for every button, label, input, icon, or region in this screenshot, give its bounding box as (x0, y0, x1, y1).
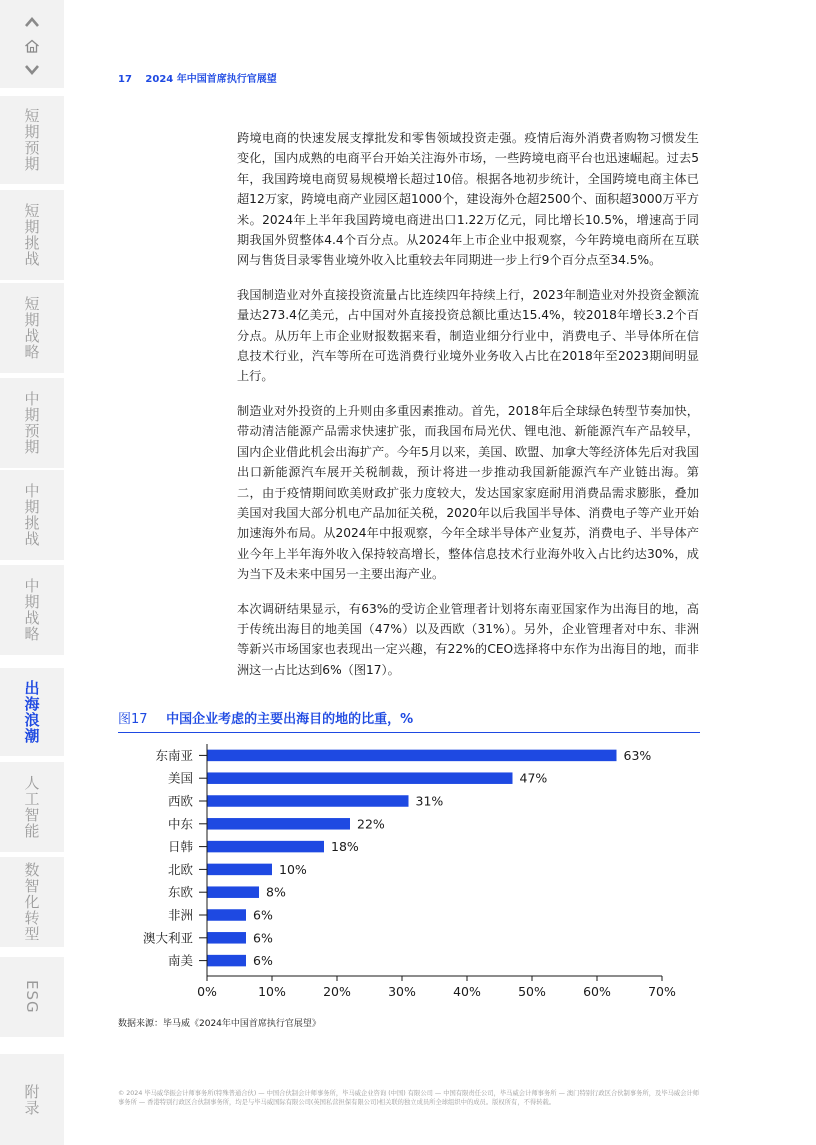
category-label: 东欧 (167, 884, 193, 900)
sidebar-item-2[interactable] (0, 283, 64, 373)
figure-caption: 中国企业考虑的主要出海目的地的比重，% (166, 712, 414, 727)
category-label: 中东 (167, 816, 193, 832)
data-label: 18% (331, 839, 359, 855)
sidebar-item-label: 短期预期 (22, 108, 41, 172)
chevron-up-icon[interactable] (22, 12, 42, 32)
category-label: 日韩 (167, 839, 193, 855)
data-label: 8% (266, 884, 286, 900)
bar (207, 932, 246, 944)
sidebar-item-8[interactable] (0, 857, 64, 947)
data-label: 22% (357, 816, 385, 832)
sidebar-item-label: 数智化转型 (22, 862, 41, 942)
figure-number: 图17 (118, 712, 148, 727)
data-label: 10% (279, 861, 307, 877)
sidebar-item-label: 中期战略 (22, 578, 41, 642)
data-label: 6% (253, 930, 273, 946)
sidebar-item-label: ESG (23, 980, 41, 1014)
x-tick-label: 40% (453, 984, 481, 999)
sidebar-item-1[interactable] (0, 190, 64, 280)
bar (207, 795, 409, 807)
data-label: 6% (253, 907, 273, 923)
sidebar-item-3[interactable] (0, 378, 64, 468)
x-tick-label: 60% (583, 984, 611, 999)
chevron-down-icon[interactable] (22, 60, 42, 80)
legal-footer: © 2024 毕马威华振会计师事务所(特殊普通合伙) — 中国合伙制会计师事务所，毕马威企业咨询 (中国) 有限公司 — 中国有限责任公司，毕马威会计师事务所 — 澳门特别行政区合伙制事务所，及毕马威会计师事务所 — 香港特别行政区合伙制事务所，均是与毕马威国际有限公司(英国私营担保有限公司)相关联的独立成员所全球组织中的成员。版权所有，不得转载。 (118, 1090, 700, 1106)
page-header (118, 70, 277, 85)
paragraph: 跨境电商的快速发展支撑批发和零售领域投资走强。疫情后海外消费者购物习惯发生变化，国内成熟的电商平台开始关注海外市场，一些跨境电商平台也迅速崛起。过去5年，我国跨境电商贸易规模增长超过10倍。根据各地初步统计，全国跨境电商主体已超12万家，跨境电商产业园区超1000个，建设海外仓超2500个、面积超3000万平方米。2024年上半年我国跨境电商进出口1.22万亿元，同比增长10.5%，增速高于同期我国外贸整体4.4个百分点。从2024年上市企业中报观察，今年跨境电商所在互联网与售货目录零售业境外收入比重较去年同期进一步上行9个百分点至34.5%。 (237, 131, 699, 268)
category-label: 美国 (167, 770, 193, 786)
category-label: 东南亚 (155, 747, 193, 763)
x-tick-label: 0% (197, 984, 217, 999)
sidebar-item-0[interactable] (0, 96, 64, 184)
data-label: 6% (253, 953, 273, 969)
bar (207, 750, 617, 762)
sidebar-item-label: 人工智能 (22, 775, 41, 839)
paragraph: 我国制造业对外直接投资流量占比连续四年持续上行，2023年制造业对外投资金额流量达273.4亿美元，占中国对外直接投资总额比重达15.4%，较2018年增长3.2个百分点。从历年上市企业财报数据来看，制造业细分行业中，消费电子、半导体所在信息技术行业，汽车等所在可选消费行业境外业务收入占比在2018年至2023期间明显上行。 (237, 287, 699, 384)
category-label: 北欧 (167, 861, 193, 877)
nav-arrows (0, 0, 64, 88)
sidebar-item-6[interactable] (0, 668, 64, 756)
data-label: 47% (519, 770, 548, 786)
sidebar-item-4[interactable] (0, 470, 64, 560)
x-tick-label: 30% (388, 984, 416, 999)
figure-title (118, 708, 700, 733)
x-tick-label: 20% (323, 984, 351, 999)
category-label: 南美 (167, 953, 193, 969)
data-label: 31% (415, 793, 444, 809)
bar (207, 841, 324, 853)
sidebar-nav (0, 0, 64, 1145)
category-label: 非洲 (167, 907, 193, 923)
paragraph: 制造业对外投资的上升则由多重因素推动。首先，2018年后全球绿色转型节奏加快，带动清洁能源产品需求快速扩张，而我国布局光伏、锂电池、新能源汽车产品较早，国内企业借此机会出海扩产。今年5月以来，美国、欧盟、加拿大等经济体先后对我国出口新能源汽车展开关税制裁，预计将进一步推动我国新能源汽车产业链出海。第二，由于疫情期间欧美财政扩张力度较大，发达国家家庭耐用消费品需求膨胀，叠加美国对我国大部分机电产品加征关税，2020年以后我国半导体、消费电子等产业开始加速海外布局。从2024年中报观察，今年全球半导体产业复苏，消费电子、半导体产业今年上半年海外收入保持较高增长，整体信息技术行业海外收入占比约达30%，成为当下及未来中国另一主要出海产业。 (237, 403, 699, 582)
bar-chart (118, 738, 700, 1008)
data-source: 数据来源：毕马威《2024年中国首席执行官展望》 (118, 1019, 321, 1029)
sidebar-item-label: 出海浪潮 (22, 680, 41, 744)
bar (207, 909, 246, 921)
sidebar-item-label: 附录 (22, 1083, 41, 1116)
bar (207, 772, 513, 784)
report-title: 2024 年中国首席执行官展望 (145, 74, 277, 85)
category-label: 西欧 (167, 793, 193, 809)
sidebar-item-label: 中期挑战 (22, 483, 41, 547)
x-tick-label: 50% (518, 984, 546, 999)
bar (207, 864, 272, 876)
page-number: 17 (118, 74, 132, 85)
data-label: 63% (623, 747, 652, 763)
paragraph: 本次调研结果显示，有63%的受访企业管理者计划将东南亚国家作为出海目的地，高于传统出海目的地美国（47%）以及西欧（31%）。另外，企业管理者对中东、非洲等新兴市场国家也表现出一定兴趣，有22%的CEO选择将中东作为出海目的地，而非洲这一占比达到6%（图17）。 (237, 601, 699, 677)
x-tick-label: 10% (258, 984, 286, 999)
sidebar-item-7[interactable] (0, 762, 64, 852)
sidebar-item-9[interactable] (0, 957, 64, 1037)
sidebar-item-label: 短期挑战 (22, 203, 41, 267)
bar (207, 886, 259, 898)
bar (207, 818, 350, 830)
x-tick-label: 70% (648, 984, 676, 999)
home-icon[interactable] (22, 36, 42, 56)
body-text (237, 128, 699, 694)
sidebar-item-label: 中期预期 (22, 391, 41, 455)
bar (207, 955, 246, 967)
sidebar-item-5[interactable] (0, 565, 64, 655)
category-label: 澳大利亚 (142, 930, 193, 946)
sidebar-item-10[interactable] (0, 1054, 64, 1145)
sidebar-item-label: 短期战略 (22, 296, 41, 360)
